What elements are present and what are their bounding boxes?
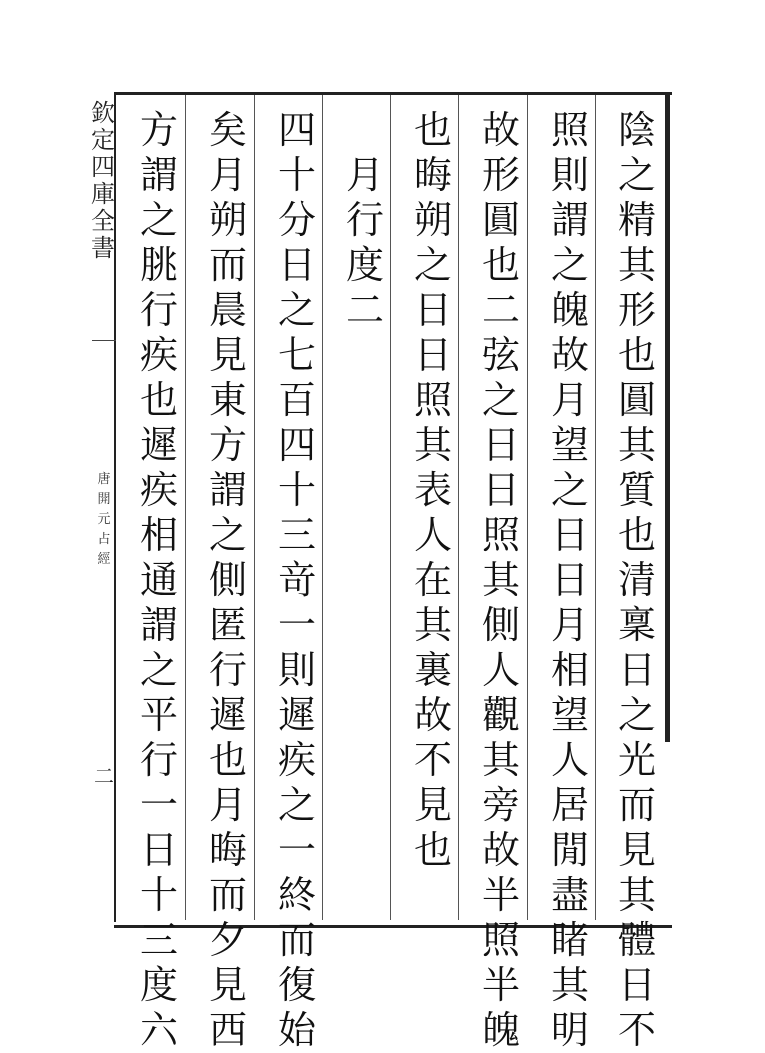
column-char: 月: [208, 783, 247, 827]
column-char: 疾: [277, 738, 316, 782]
column-char: 行: [345, 198, 384, 242]
column-rule: [254, 95, 255, 920]
column-char: 度: [345, 243, 384, 287]
column-char: 半: [481, 963, 520, 1007]
column-char: 方: [208, 423, 247, 467]
margin-subtitle: [96, 470, 112, 570]
column-char: 其: [481, 738, 520, 782]
column-char: 晦: [413, 153, 452, 197]
column-char: 三: [277, 513, 316, 557]
column-rule: [390, 95, 391, 920]
column-char: 側: [481, 603, 520, 647]
column-char: 通: [139, 558, 178, 602]
column-char: 睹: [550, 918, 589, 962]
column-char: 矣: [208, 108, 247, 152]
column-char: 之: [208, 513, 247, 557]
column-char: 一: [277, 828, 316, 872]
column-char: 質: [617, 468, 656, 512]
column-char: 形: [481, 153, 520, 197]
text-column: [612, 108, 662, 1053]
column-char: 十: [277, 153, 316, 197]
column-char: 方: [139, 108, 178, 152]
column-char: 三: [139, 918, 178, 962]
column-char: 望: [550, 423, 589, 467]
margin-title-char: 庫: [91, 180, 115, 208]
column-char: 行: [139, 738, 178, 782]
column-char: 清: [617, 558, 656, 602]
column-char: 疾: [139, 333, 178, 377]
margin-title-char: 全: [91, 207, 115, 235]
column-char: 側: [208, 558, 247, 602]
column-rule: [458, 95, 459, 920]
column-char: 度: [139, 963, 178, 1007]
column-char: 謂: [139, 153, 178, 197]
column-char: 之: [277, 288, 316, 332]
column-char: 望: [550, 693, 589, 737]
column-char: 見: [208, 333, 247, 377]
column-char: 之: [481, 378, 520, 422]
column-char: 月: [208, 153, 247, 197]
column-char: 表: [413, 468, 452, 512]
column-char: 晦: [208, 828, 247, 872]
margin-title: [88, 100, 118, 262]
column-char: 旁: [481, 783, 520, 827]
column-char: 人: [481, 648, 520, 692]
column-char: 七: [277, 333, 316, 377]
margin-title-char: 定: [91, 126, 115, 154]
column-char: 謂: [208, 468, 247, 512]
column-char: 照: [481, 513, 520, 557]
text-column: [203, 108, 253, 1053]
column-char: 之: [550, 468, 589, 512]
column-char: 一: [139, 783, 178, 827]
column-char: 也: [617, 333, 656, 377]
column-char: 遲: [139, 423, 178, 467]
column-char: 半: [481, 873, 520, 917]
frame-right-border: [665, 92, 670, 742]
column-char: 遲: [277, 693, 316, 737]
column-char: 百: [277, 378, 316, 422]
column-char: 之: [277, 783, 316, 827]
text-column: [272, 108, 322, 1053]
column-char: 裏: [413, 648, 452, 692]
column-char: 之: [550, 243, 589, 287]
column-char: 其: [550, 963, 589, 1007]
column-char: 日: [617, 648, 656, 692]
column-char: 光: [617, 738, 656, 782]
column-char: 形: [617, 288, 656, 332]
margin-subtitle-char: 開: [97, 492, 111, 507]
column-char: 其: [481, 558, 520, 602]
column-char: 也: [617, 513, 656, 557]
column-char: 謂: [139, 603, 178, 647]
column-char: 其: [617, 873, 656, 917]
text-column: [545, 108, 595, 1053]
column-char: 之: [139, 648, 178, 692]
text-column: [476, 108, 526, 1053]
column-char: 月: [550, 603, 589, 647]
column-char: 日: [550, 558, 589, 602]
column-char: 而: [277, 918, 316, 962]
column-char: 人: [550, 738, 589, 782]
column-char: 日: [139, 828, 178, 872]
column-char: 二: [345, 288, 384, 332]
column-char: 之: [617, 693, 656, 737]
margin-subtitle-char: 元: [97, 512, 111, 527]
column-char: 相: [139, 513, 178, 557]
column-char: 六: [139, 1008, 178, 1052]
column-char: 居: [550, 783, 589, 827]
column-char: 人: [413, 513, 452, 557]
margin-subtitle-char: 經: [97, 552, 111, 567]
column-char: 明: [550, 1008, 589, 1052]
column-char: 月: [550, 378, 589, 422]
column-char: 故: [550, 333, 589, 377]
column-char: 故: [413, 693, 452, 737]
column-char: 月: [345, 153, 384, 197]
column-rule: [595, 95, 596, 920]
column-char: 十: [139, 873, 178, 917]
column-char: 疾: [139, 468, 178, 512]
margin-subtitle-char: 唐: [97, 472, 111, 487]
column-char: 謂: [550, 198, 589, 242]
column-char: 故: [481, 828, 520, 872]
column-char: 盡: [550, 873, 589, 917]
column-char: 二: [481, 288, 520, 332]
column-char: 精: [617, 198, 656, 242]
column-rule: [527, 95, 528, 920]
column-char: 朔: [208, 198, 247, 242]
column-char: 也: [413, 108, 452, 152]
column-char: 日: [617, 963, 656, 1007]
column-char: 照: [413, 378, 452, 422]
column-char: 照: [481, 918, 520, 962]
column-char: 而: [208, 243, 247, 287]
column-char: 分: [277, 198, 316, 242]
column-char: 日: [481, 423, 520, 467]
column-char: 不: [413, 738, 452, 782]
page-number: 二: [94, 764, 114, 788]
column-char: 日: [550, 513, 589, 557]
column-rule: [322, 95, 323, 920]
column-char: 不: [617, 1008, 656, 1052]
column-char: 見: [208, 963, 247, 1007]
column-char: 遲: [208, 693, 247, 737]
column-char: 夕: [208, 918, 247, 962]
column-char: [340, 108, 390, 153]
column-char: 竒: [277, 558, 316, 602]
column-char: 弦: [481, 333, 520, 377]
column-char: 始: [277, 1008, 316, 1052]
margin-subtitle-char: 占: [97, 532, 111, 547]
column-char: 復: [277, 963, 316, 1007]
column-char: 四: [277, 423, 316, 467]
column-char: 故: [481, 108, 520, 152]
text-column: [408, 108, 458, 873]
column-char: 日: [413, 333, 452, 377]
text-column: [340, 108, 390, 333]
column-char: 閒: [550, 828, 589, 872]
column-char: 魄: [550, 288, 589, 332]
column-char: 匿: [208, 603, 247, 647]
column-char: 之: [617, 153, 656, 197]
column-char: 圓: [617, 378, 656, 422]
column-rule: [185, 95, 186, 920]
column-char: 一: [277, 603, 316, 647]
column-char: 則: [550, 153, 589, 197]
column-char: 之: [413, 243, 452, 287]
column-char: 見: [617, 828, 656, 872]
column-char: 四: [277, 108, 316, 152]
column-char: 則: [277, 648, 316, 692]
column-char: 而: [208, 873, 247, 917]
margin-title-char: 書: [91, 234, 115, 262]
column-char: 朔: [413, 198, 452, 242]
column-char: 稟: [617, 603, 656, 647]
margin-separator: [92, 340, 116, 341]
column-char: 體: [617, 918, 656, 962]
column-char: 終: [277, 873, 316, 917]
column-char: 見: [413, 783, 452, 827]
column-char: 也: [413, 828, 452, 872]
column-char: 圓: [481, 198, 520, 242]
margin-title-char: 欽: [91, 99, 115, 127]
column-char: 相: [550, 648, 589, 692]
column-char: 之: [139, 198, 178, 242]
column-char: 也: [139, 378, 178, 422]
column-char: 日: [277, 243, 316, 287]
column-char: 其: [413, 603, 452, 647]
column-char: 也: [208, 738, 247, 782]
column-char: 其: [413, 423, 452, 467]
column-char: 魄: [481, 1008, 520, 1052]
column-char: 陰: [617, 108, 656, 152]
column-char: 平: [139, 693, 178, 737]
margin-title-char: 四: [91, 153, 115, 181]
column-char: 也: [481, 243, 520, 287]
column-char: 觀: [481, 693, 520, 737]
column-char: 照: [550, 108, 589, 152]
column-char: 其: [617, 243, 656, 287]
column-char: 行: [139, 288, 178, 332]
column-char: 行: [208, 648, 247, 692]
column-char: 西: [208, 1008, 247, 1052]
column-char: 其: [617, 423, 656, 467]
column-char: 而: [617, 783, 656, 827]
column-char: 日: [481, 468, 520, 512]
column-char: 十: [277, 468, 316, 512]
column-char: 在: [413, 558, 452, 602]
column-char: 晨: [208, 288, 247, 332]
column-char: 日: [413, 288, 452, 332]
column-char: 朓: [139, 243, 178, 287]
column-char: 東: [208, 378, 247, 422]
text-column: [134, 108, 184, 1053]
